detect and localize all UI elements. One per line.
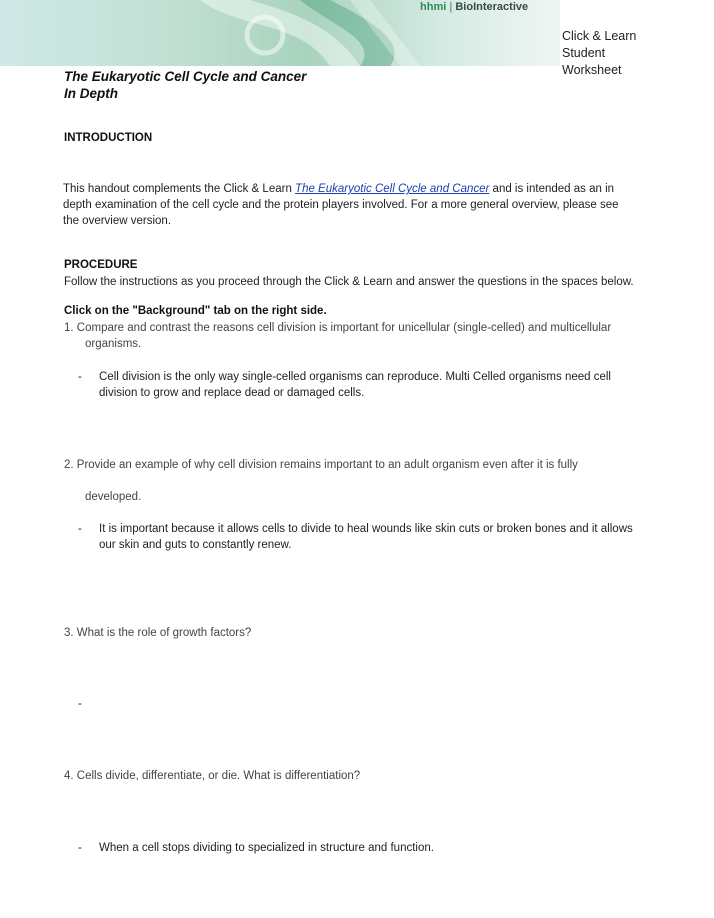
document-title: The Eukaryotic Cell Cycle and Cancer In Depth xyxy=(64,69,307,101)
answer-4[interactable]: - When a cell stops dividing to specialized in structure and function. xyxy=(78,842,434,854)
question-3: 3. What is the role of growth factors? xyxy=(64,627,252,639)
answer-bullet: - xyxy=(78,698,82,710)
question-2-continuation: developed. xyxy=(85,491,142,503)
answer-2[interactable]: - It is important because it allows cells to divide to heal wounds like skin cuts or broken bones and it allows our skin and guts to constantly renew. xyxy=(78,523,633,551)
question-2: 2. Provide an example of why cell division remains important to an adult organism even after it is fully xyxy=(64,459,578,471)
click-and-learn-link[interactable]: The Eukaryotic Cell Cycle and Cancer xyxy=(295,183,490,195)
question-4: 4. Cells divide, differentiate, or die. What is differentiation? xyxy=(64,770,361,782)
question-1: 1. Compare and contrast the reasons cell division is important for unicellular (single-celled) and multicellular organisms. xyxy=(64,322,612,350)
hhmi-logo: hhmi | BioInteractive xyxy=(420,1,529,13)
introduction-text: This handout complements the Click & Learn The Eukaryotic Cell Cycle and Cancer and is intended as an in depth examination of the cell cycle and the protein players involved. For a more general overview, please see the overview version. xyxy=(63,183,619,227)
procedure-heading: PROCEDURE xyxy=(64,259,138,271)
header-banner xyxy=(0,0,560,66)
answer-bullet: - xyxy=(78,371,82,383)
answer-bullet: - xyxy=(78,842,82,854)
introduction-heading: INTRODUCTION xyxy=(64,132,153,144)
procedure-text: Follow the instructions as you proceed through the Click & Learn and answer the questions in the spaces below. xyxy=(64,276,634,288)
answer-1[interactable]: - Cell division is the only way single-celled organisms can reproduce. Multi Celled organisms need cell division to grow and replace dead or damaged cells. xyxy=(78,371,611,399)
answer-bullet: - xyxy=(78,523,82,535)
background-tab-instruction: Click on the "Background" tab on the right side. xyxy=(64,305,327,317)
worksheet-label: Click & Learn Student Worksheet xyxy=(562,29,637,77)
